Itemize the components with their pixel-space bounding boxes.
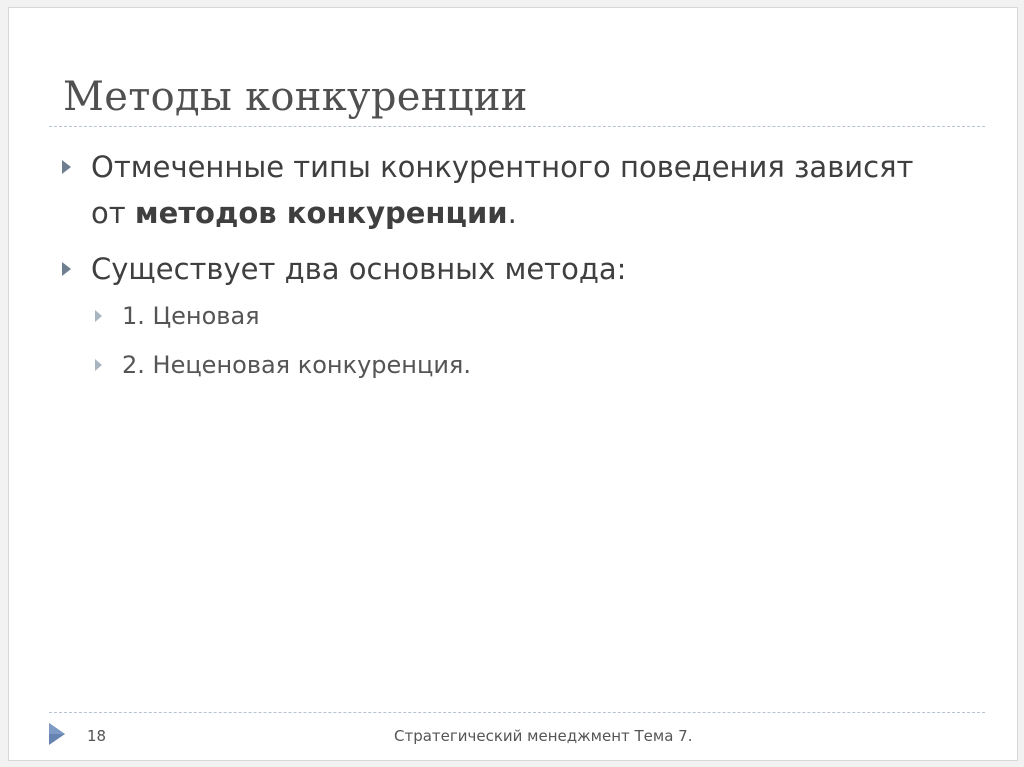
sub-bullet-item-2: 2. Неценовая конкуренция. [122, 351, 471, 379]
sub-bullet-arrow-icon [95, 359, 102, 371]
bullet-item-2: Существует два основных метода: [91, 252, 627, 286]
page-number: 18 [87, 727, 107, 745]
footer-caption: Стратегический менеджмент Тема 7. [394, 727, 693, 745]
sub-bullet-arrow-icon [95, 310, 102, 322]
bullet-item-1-line-2 [91, 190, 517, 236]
bullet-item-1-emphasis: методов конкуренции [134, 196, 508, 230]
slide-title: Методы конкуренции [63, 74, 528, 120]
footer-arrow-icon [46, 721, 68, 747]
bullet-item-1-prefix: от [91, 196, 135, 230]
bullet-arrow-icon [62, 262, 71, 276]
bullet-arrow-icon [62, 160, 71, 174]
slide [8, 7, 1018, 761]
title-divider [49, 126, 985, 127]
bullet-item-1-suffix: . [507, 196, 517, 230]
footer-divider [49, 712, 985, 713]
sub-bullet-item-1: 1. Ценовая [122, 302, 260, 330]
bullet-item-1-line-1: Отмеченные типы конкурентного поведения зависят [91, 150, 914, 184]
